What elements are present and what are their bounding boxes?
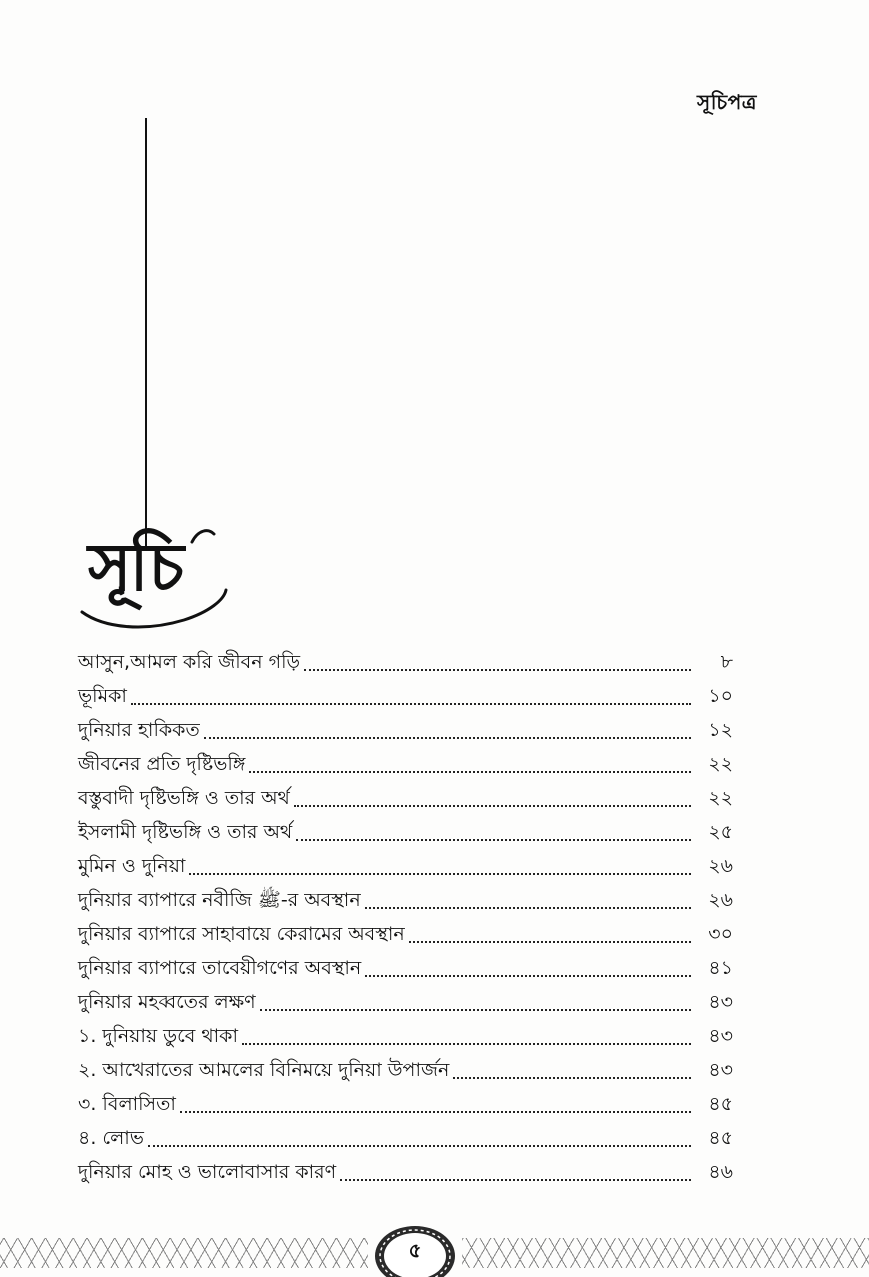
toc-heading: সূচি: [88, 528, 183, 606]
toc-entry-title: ভূমিকা: [78, 685, 127, 708]
dot-leader: [340, 1179, 691, 1181]
toc-entry-page: ২২: [708, 787, 733, 810]
toc-entry-title: দুনিয়ার মোহ ও ভালোবাসার কারণ: [78, 1161, 337, 1184]
toc-entry-title: আসুন,আমল করি জীবন গড়ি: [78, 651, 301, 674]
dot-leader: [189, 873, 691, 875]
toc-entry[interactable]: [78, 980, 733, 1014]
dot-leader: [180, 1111, 691, 1113]
toc-entry-page: ৪১: [708, 957, 733, 980]
page-number: ৫: [408, 1238, 422, 1262]
decorative-vertical-line: [145, 118, 147, 548]
toc-entry-page: ২৬: [708, 889, 733, 912]
toc-heading-block: [74, 520, 234, 635]
toc-entry[interactable]: [78, 1116, 733, 1150]
toc-entry[interactable]: [78, 708, 733, 742]
toc-entry-page: ১২: [708, 719, 733, 742]
running-header: সূচিপত্র: [697, 90, 757, 114]
toc-entry[interactable]: [78, 1048, 733, 1082]
toc-entry[interactable]: [78, 1014, 733, 1048]
toc-entry-title: দুনিয়ার ব্যাপারে তাবেয়ীগণের অবস্থান: [78, 957, 362, 980]
toc-entry-title: ২. আখেরাতের আমলের বিনিময়ে দুনিয়া উপার্জন: [78, 1059, 450, 1082]
toc-entry[interactable]: [78, 878, 733, 912]
dot-leader: [304, 669, 691, 671]
footer-ornament-band-right: [462, 1238, 869, 1268]
toc-entry-title: ইসলামী দৃষ্টিভঙ্গি ও তার অর্থ: [78, 821, 293, 844]
footer-ornament-band-left: [0, 1238, 368, 1268]
toc-entry-page: ১০: [708, 685, 733, 708]
toc-entry[interactable]: [78, 844, 733, 878]
toc-entry-title: দুনিয়ার মহব্বতের লক্ষণ: [78, 991, 256, 1014]
toc-entry[interactable]: [78, 674, 733, 708]
dot-leader: [365, 975, 691, 977]
toc-entry-page: ৪৫: [708, 1127, 733, 1150]
toc-entry-title: বস্তুবাদী দৃষ্টিভঙ্গি ও তার অর্থ: [78, 787, 290, 810]
toc-entry-title: ৪. লোভ: [78, 1127, 144, 1150]
toc-entry-page: ২৫: [708, 821, 733, 844]
dot-leader: [260, 1009, 691, 1011]
page-number-medallion: [372, 1222, 458, 1277]
toc-entry-title: মুমিন ও দুনিয়া: [78, 855, 186, 878]
dot-leader: [131, 703, 691, 705]
dot-leader: [365, 907, 691, 909]
toc-entry-page: ৩০: [708, 923, 733, 946]
toc-entry-title: ১. দুনিয়ায় ডুবে থাকা: [78, 1025, 238, 1048]
toc-entry-page: ৪৩: [708, 1025, 733, 1048]
dot-leader: [148, 1145, 691, 1147]
toc-entry-title: দুনিয়ার ব্যাপারে নবীজি ﷺ-র অবস্থান: [78, 889, 361, 912]
toc-entry-page: ২৬: [708, 855, 733, 878]
toc-entry-page: ২২: [708, 753, 733, 776]
toc-entry-title: দুনিয়ার ব্যাপারে সাহাবায়ে কেরামের অবস্থান: [78, 923, 405, 946]
toc-entry[interactable]: [78, 810, 733, 844]
toc-entry[interactable]: [78, 946, 733, 980]
dot-leader: [409, 941, 691, 943]
toc-entry[interactable]: [78, 1150, 733, 1184]
toc-entry-page: ৪৩: [708, 1059, 733, 1082]
dot-leader: [296, 839, 691, 841]
dot-leader: [453, 1077, 691, 1079]
toc-list: [78, 640, 733, 1184]
toc-entry-title: ৩. বিলাসিতা: [78, 1093, 176, 1116]
dot-leader: [204, 737, 691, 739]
toc-entry-page: ৪৩: [708, 991, 733, 1014]
toc-entry-page: ৪৫: [708, 1093, 733, 1116]
toc-entry-title: জীবনের প্রতি দৃষ্টিভঙ্গি: [78, 753, 246, 776]
dot-leader: [294, 805, 691, 807]
toc-entry[interactable]: [78, 776, 733, 810]
toc-entry-title: দুনিয়ার হাকিকত: [78, 719, 200, 742]
page-footer: [0, 1216, 869, 1277]
dot-leader: [249, 771, 691, 773]
toc-entry[interactable]: [78, 742, 733, 776]
dot-leader: [242, 1043, 691, 1045]
toc-entry[interactable]: [78, 640, 733, 674]
toc-entry[interactable]: [78, 1082, 733, 1116]
toc-entry-page: ৪৬: [708, 1161, 733, 1184]
toc-entry-page: ৮: [720, 651, 733, 674]
toc-entry[interactable]: [78, 912, 733, 946]
